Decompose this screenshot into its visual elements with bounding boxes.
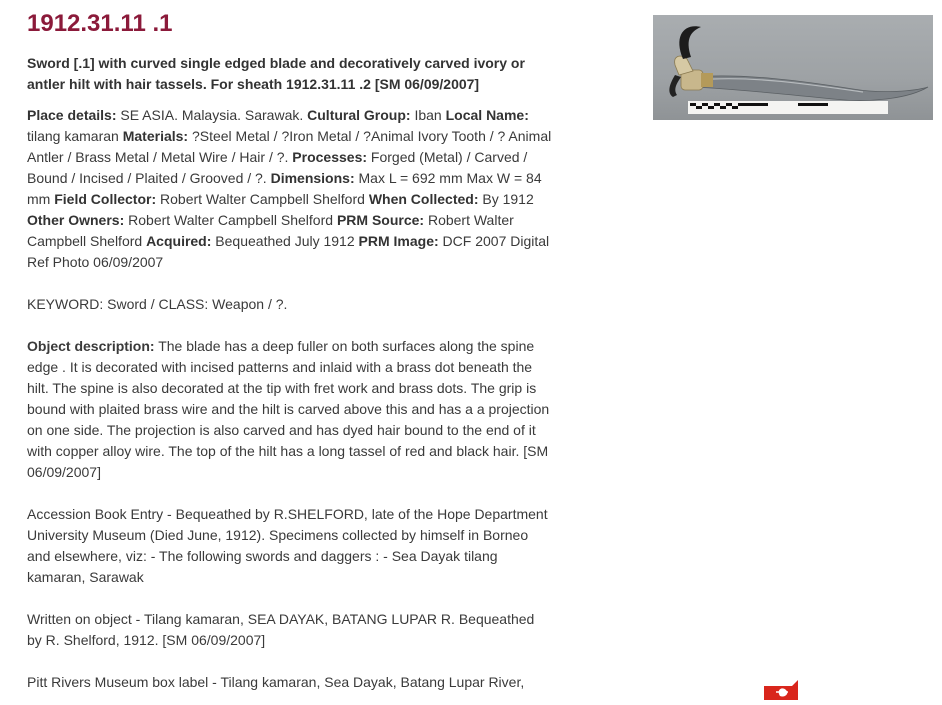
detail-value: tilang kamaran [27,128,119,144]
detail-label: PRM Source: [336,212,425,228]
sword-image [653,15,933,120]
detail-label: Other Owners: [27,212,125,228]
detail-label: Dimensions: [270,170,355,186]
record-details [27,105,552,273]
detail-value: Max L = 692 mm Max W = 84 mm [27,170,542,207]
detail-value: Robert Walter Campbell Shelford [128,212,334,228]
detail-label: Processes: [292,149,368,165]
accession-number: 1912.31.11 .1 [27,10,173,37]
detail-label: Cultural Group: [307,107,411,123]
detail-value: Robert Walter Campbell Shelford [27,212,514,249]
detail-label: Local Name: [445,107,529,123]
detail-label: Acquired: [146,233,212,249]
detail-value: Bequeathed July 1912 [215,233,355,249]
detail-value: ?Steel Metal / ?Iron Metal / ?Animal Ivory Tooth / ? Animal Antler / Brass Metal / Metal Wire / Hair / ?. [27,128,552,165]
pdf-icon[interactable] [762,680,802,700]
detail-value: By 1912 [482,191,534,207]
detail-value: SE ASIA. Malaysia. Sarawak. [120,107,304,123]
accession-book-entry: Accession Book Entry - Bequeathed by R.SHELFORD, late of the Hope Department University Museum (Died June, 1912). Specimens collected by himself in Borneo and elsewhere, viz: - The following swords and daggers : - Sea Dayak tilang kamaran, Sarawak [27,506,548,585]
detail-value: Robert Walter Campbell Shelford [160,191,365,207]
keyword-line: KEYWORD: Sword / CLASS: Weapon / ?. [27,296,288,312]
detail-label: When Collected: [368,191,479,207]
detail-value: DCF 2007 Digital Ref Photo 06/09/2007 [27,233,550,270]
written-on-object: Written on object - Tilang kamaran, SEA DAYAK, BATANG LUPAR R. Bequeathed by R. Shelford, 1912. [SM 06/09/2007] [27,611,535,648]
box-label: Pitt Rivers Museum box label - Tilang kamaran, Sea Dayak, Batang Lupar River, [27,674,525,690]
detail-label: Materials: [122,128,189,144]
object-photo[interactable] [653,15,933,120]
detail-label: PRM Image: [358,233,439,249]
detail-label: Place details: [27,107,117,123]
object-summary: Sword [.1] with curved single edged blade and decoratively carved ivory or antler hilt with hair tassels. For sheath 1912.31.11 .2 [SM 06/09/2007] [27,55,525,92]
detail-value: Forged (Metal) / Carved / Bound / Incised / Plaited / Grooved / ?. [27,149,528,186]
detail-value: Iban [414,107,442,123]
detail-label: Field Collector: [54,191,157,207]
record-main [27,8,552,693]
object-description-label: Object description: [27,338,155,354]
object-description-text: The blade has a deep fuller on both surfaces along the spine edge . It is decorated with incised patterns and inlaid with a brass dot beneath the hilt. The spine is also decorated at the tip with fret work and brass dots. The grip is bound with plaited brass wire and the hilt is carved above this and has a a projection on one side. The projection is also carved and has dyed hair bound to the end of it with copper alloy wire. The top of the hilt has a long tassel of red and black hair. [SM 06/09/2007] [27,338,550,480]
object-description [27,336,552,483]
